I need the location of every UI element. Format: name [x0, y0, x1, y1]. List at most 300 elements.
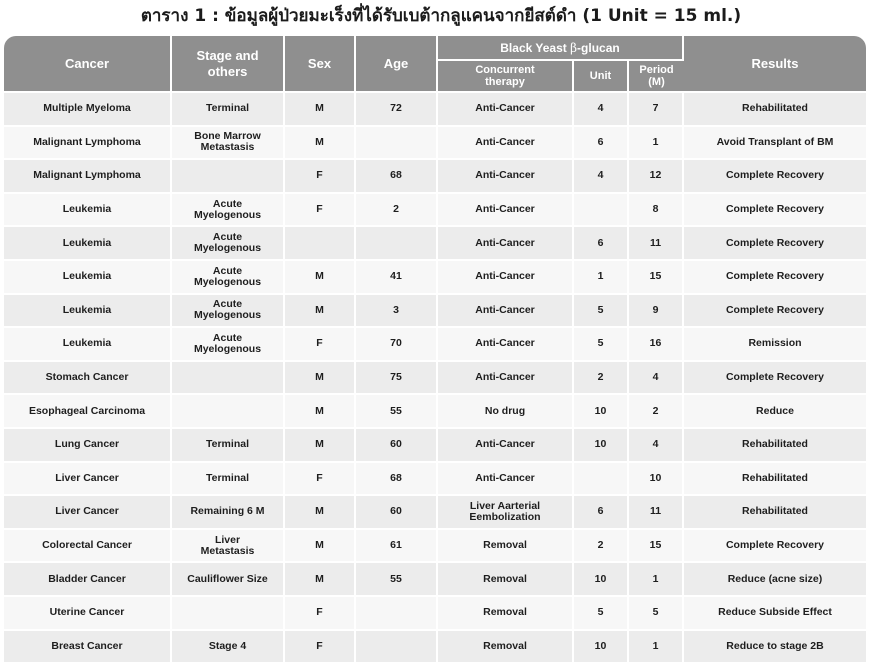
cell-result — [684, 528, 866, 562]
cell-result — [684, 293, 866, 327]
cell-cancer — [4, 259, 172, 293]
cell-age — [356, 125, 438, 159]
cell-stage — [172, 461, 285, 495]
header-stage — [172, 36, 285, 91]
period-text: 4 — [652, 371, 659, 384]
therapy-line1: Removal — [483, 539, 527, 552]
table-header — [4, 36, 866, 91]
age-text: 3 — [393, 303, 399, 316]
cell-result — [684, 158, 866, 192]
cell-unit — [574, 427, 629, 461]
cell-result — [684, 225, 866, 259]
cell-age — [356, 91, 438, 125]
table-row — [4, 192, 866, 226]
unit-text: 10 — [594, 438, 607, 451]
cell-unit — [574, 461, 629, 495]
cell-period — [629, 293, 684, 327]
age-text: 70 — [390, 337, 402, 350]
cell-stage — [172, 192, 285, 226]
cancer-text: Leukemia — [62, 303, 112, 316]
therapy-line1: Anti-Cancer — [475, 270, 535, 283]
sex-text: F — [316, 471, 323, 484]
period-text: 12 — [649, 169, 662, 182]
header-therapy-line2: therapy — [485, 76, 525, 88]
sex-text: M — [315, 303, 324, 316]
cell-cancer — [4, 629, 172, 663]
cell-cancer — [4, 225, 172, 259]
cell-stage — [172, 629, 285, 663]
cell-cancer — [4, 125, 172, 159]
cell-unit — [574, 393, 629, 427]
cell-age — [356, 461, 438, 495]
stage-line1: Acute — [212, 197, 243, 210]
stage-line1: Bone Marrow — [194, 130, 261, 143]
table-row — [4, 461, 866, 495]
cell-age — [356, 494, 438, 528]
patient-table-container — [4, 36, 866, 662]
cell-period — [629, 192, 684, 226]
age-text: 60 — [390, 438, 402, 451]
result-text: Remission — [748, 337, 802, 350]
period-text: 2 — [652, 404, 659, 417]
cell-unit — [574, 494, 629, 528]
therapy-line1: Anti-Cancer — [475, 438, 535, 451]
header-period-line1: Period — [639, 64, 674, 76]
age-text: 55 — [390, 404, 402, 417]
stage-line2: Myelogenous — [193, 208, 262, 221]
cell-therapy — [438, 225, 574, 259]
header-therapy — [438, 61, 574, 91]
cell-stage — [172, 293, 285, 327]
cell-cancer — [4, 595, 172, 629]
cell-sex — [285, 494, 356, 528]
sex-text: M — [315, 438, 324, 451]
table-row — [4, 125, 866, 159]
stage-line2: Metastasis — [200, 141, 255, 154]
stage-line1: Stage 4 — [208, 639, 247, 652]
cell-cancer — [4, 528, 172, 562]
unit-text: 4 — [597, 102, 604, 115]
cell-age — [356, 293, 438, 327]
cell-unit — [574, 595, 629, 629]
cell-cancer — [4, 326, 172, 360]
stage-line2: Myelogenous — [193, 275, 262, 288]
cell-cancer — [4, 293, 172, 327]
cell-cancer — [4, 427, 172, 461]
sex-text: M — [315, 505, 324, 518]
header-black-yeast-group — [438, 36, 684, 61]
age-text: 75 — [390, 371, 402, 384]
sex-text: M — [315, 404, 324, 417]
cell-sex — [285, 225, 356, 259]
cell-result — [684, 561, 866, 595]
sex-text: F — [316, 337, 323, 350]
cell-therapy — [438, 158, 574, 192]
cancer-text: Colorectal Cancer — [42, 539, 132, 552]
cell-unit — [574, 360, 629, 394]
cell-unit — [574, 192, 629, 226]
cell-result — [684, 360, 866, 394]
cell-sex — [285, 528, 356, 562]
cell-age — [356, 393, 438, 427]
cell-age — [356, 192, 438, 226]
cell-therapy — [438, 595, 574, 629]
cancer-text: Malignant Lymphoma — [33, 169, 141, 182]
result-text: Rehabilitated — [742, 102, 808, 115]
cell-unit — [574, 326, 629, 360]
beta-symbol: β — [570, 40, 578, 55]
cell-unit — [574, 293, 629, 327]
cancer-text: Lung Cancer — [54, 438, 120, 451]
cell-age — [356, 326, 438, 360]
period-text: 5 — [652, 606, 659, 619]
cancer-text: Esophageal Carcinoma — [28, 404, 146, 417]
table-row — [4, 158, 866, 192]
cell-period — [629, 427, 684, 461]
cell-therapy — [438, 561, 574, 595]
cell-period — [629, 91, 684, 125]
cell-therapy — [438, 528, 574, 562]
cancer-text: Uterine Cancer — [49, 606, 125, 619]
cell-sex — [285, 595, 356, 629]
cell-sex — [285, 293, 356, 327]
cell-cancer — [4, 561, 172, 595]
cell-therapy — [438, 427, 574, 461]
sex-text: F — [316, 169, 323, 182]
cell-stage — [172, 125, 285, 159]
period-text: 4 — [652, 438, 659, 451]
cell-sex — [285, 427, 356, 461]
sex-text: M — [315, 270, 324, 283]
result-text: Rehabilitated — [742, 471, 808, 484]
table-row — [4, 595, 866, 629]
unit-text: 10 — [594, 639, 607, 652]
table-row — [4, 360, 866, 394]
cell-cancer — [4, 360, 172, 394]
period-text: 1 — [652, 639, 659, 652]
unit-text: 5 — [597, 337, 604, 350]
cell-stage — [172, 427, 285, 461]
sex-text: M — [315, 135, 324, 148]
sex-text: M — [315, 572, 324, 585]
unit-text: 10 — [594, 572, 607, 585]
cell-stage — [172, 225, 285, 259]
header-group-suffix: -glucan — [577, 40, 620, 55]
cell-sex — [285, 125, 356, 159]
header-cancer: Cancer — [4, 36, 172, 91]
period-text: 15 — [649, 270, 662, 283]
age-text: 41 — [390, 270, 402, 283]
cell-sex — [285, 629, 356, 663]
cell-unit — [574, 225, 629, 259]
stage-line2: Myelogenous — [193, 309, 262, 322]
table-title: ตาราง 1 : ข้อมูลผู้ป่วยมะเร็งที่ได้รับเบต้ากลูแคนจากยีสต์ดำ (1 Unit = 15 ml.) — [140, 6, 742, 26]
table-row — [4, 326, 866, 360]
unit-text: 6 — [597, 135, 604, 148]
age-text: 68 — [390, 169, 402, 182]
table-row — [4, 427, 866, 461]
age-text: 61 — [390, 539, 402, 552]
cell-result — [684, 393, 866, 427]
result-text: Complete Recovery — [725, 169, 825, 182]
patient-table — [4, 36, 866, 662]
period-text: 9 — [652, 303, 659, 316]
therapy-line1: Liver Aarterial — [469, 499, 541, 512]
table-row — [4, 494, 866, 528]
cancer-text: Multiple Myeloma — [43, 102, 131, 115]
cell-cancer — [4, 494, 172, 528]
cell-age — [356, 629, 438, 663]
period-text: 16 — [649, 337, 662, 350]
cell-sex — [285, 326, 356, 360]
cell-stage — [172, 360, 285, 394]
result-text: Reduce (acne size) — [727, 572, 823, 585]
therapy-line1: Anti-Cancer — [475, 337, 535, 350]
cancer-text: Bladder Cancer — [48, 572, 126, 585]
cell-cancer — [4, 158, 172, 192]
sex-text: M — [315, 371, 324, 384]
table-row — [4, 293, 866, 327]
cell-sex — [285, 461, 356, 495]
cell-therapy — [438, 125, 574, 159]
stage-line2: Myelogenous — [193, 242, 262, 255]
cell-unit — [574, 528, 629, 562]
cell-cancer — [4, 461, 172, 495]
result-text: Rehabilitated — [742, 505, 808, 518]
header-stage-line2: others — [207, 63, 248, 79]
age-text: 72 — [390, 102, 402, 115]
stage-line2: Metastasis — [200, 544, 255, 557]
cell-result — [684, 595, 866, 629]
result-text: Rehabilitated — [742, 438, 808, 451]
cell-stage — [172, 158, 285, 192]
cell-period — [629, 125, 684, 159]
cell-period — [629, 259, 684, 293]
cell-cancer — [4, 393, 172, 427]
therapy-line1: Anti-Cancer — [475, 236, 535, 249]
header-unit: Unit — [574, 61, 629, 91]
period-text: 7 — [652, 102, 659, 115]
period-text: 1 — [652, 572, 659, 585]
unit-text: 5 — [597, 303, 604, 316]
sex-text: F — [316, 203, 323, 216]
cell-result — [684, 259, 866, 293]
result-text: Complete Recovery — [725, 539, 825, 552]
cell-therapy — [438, 629, 574, 663]
table-row — [4, 561, 866, 595]
cell-period — [629, 393, 684, 427]
period-text: 11 — [649, 505, 662, 518]
unit-text: 2 — [597, 539, 604, 552]
cell-sex — [285, 192, 356, 226]
sex-text: F — [316, 639, 323, 652]
cell-age — [356, 528, 438, 562]
cell-period — [629, 326, 684, 360]
cell-therapy — [438, 494, 574, 528]
cell-stage — [172, 494, 285, 528]
cell-period — [629, 528, 684, 562]
therapy-line1: Removal — [483, 639, 527, 652]
header-period — [629, 61, 684, 91]
header-stage-line1: Stage and — [196, 47, 259, 63]
cancer-text: Leukemia — [62, 236, 112, 249]
cell-period — [629, 158, 684, 192]
header-group-prefix: Black Yeast — [500, 40, 571, 55]
cell-result — [684, 125, 866, 159]
header-sex: Sex — [285, 36, 356, 91]
age-text: 60 — [390, 505, 402, 518]
cell-unit — [574, 561, 629, 595]
cell-period — [629, 461, 684, 495]
result-text: Complete Recovery — [725, 236, 825, 249]
stage-line1: Liver — [214, 533, 241, 546]
cell-result — [684, 326, 866, 360]
table-row — [4, 259, 866, 293]
cell-stage — [172, 595, 285, 629]
cancer-text: Breast Cancer — [51, 639, 123, 652]
period-text: 8 — [652, 203, 659, 216]
cancer-text: Leukemia — [62, 270, 112, 283]
therapy-line1: Anti-Cancer — [475, 203, 535, 216]
table-row — [4, 91, 866, 125]
header-therapy-line1: Concurrent — [475, 64, 535, 76]
cell-result — [684, 91, 866, 125]
cell-period — [629, 595, 684, 629]
period-text: 11 — [649, 236, 662, 249]
cell-period — [629, 494, 684, 528]
stage-line1: Acute — [212, 231, 243, 244]
unit-text: 6 — [597, 236, 604, 249]
therapy-line1: Anti-Cancer — [475, 303, 535, 316]
result-text: Reduce to stage 2B — [726, 639, 824, 652]
cell-sex — [285, 561, 356, 595]
cell-stage — [172, 326, 285, 360]
cell-stage — [172, 528, 285, 562]
cell-age — [356, 427, 438, 461]
cell-period — [629, 629, 684, 663]
stage-line2: Myelogenous — [193, 342, 262, 355]
therapy-line1: Removal — [483, 606, 527, 619]
result-text: Avoid Transplant of BM — [716, 135, 834, 148]
age-text: 2 — [393, 203, 399, 216]
cell-stage — [172, 393, 285, 427]
unit-text: 1 — [597, 270, 604, 283]
cell-sex — [285, 259, 356, 293]
sex-text: M — [315, 102, 324, 115]
cell-stage — [172, 259, 285, 293]
cancer-text: Leukemia — [62, 203, 112, 216]
cell-age — [356, 259, 438, 293]
therapy-line1: Anti-Cancer — [475, 135, 535, 148]
cell-result — [684, 192, 866, 226]
result-text: Reduce Subside Effect — [718, 606, 832, 619]
cell-cancer — [4, 91, 172, 125]
sex-text: F — [316, 606, 323, 619]
cell-unit — [574, 125, 629, 159]
cell-age — [356, 360, 438, 394]
header-age: Age — [356, 36, 438, 91]
cell-sex — [285, 393, 356, 427]
cell-sex — [285, 360, 356, 394]
stage-line1: Terminal — [206, 102, 249, 115]
cell-therapy — [438, 393, 574, 427]
cell-unit — [574, 259, 629, 293]
unit-text: 4 — [597, 169, 604, 182]
result-text: Complete Recovery — [725, 371, 825, 384]
unit-text: 6 — [597, 505, 604, 518]
table-row — [4, 393, 866, 427]
stage-line1: Acute — [212, 264, 243, 277]
cancer-text: Stomach Cancer — [45, 371, 129, 384]
cell-unit — [574, 158, 629, 192]
cell-period — [629, 561, 684, 595]
therapy-line1: Anti-Cancer — [475, 102, 535, 115]
cell-stage — [172, 561, 285, 595]
cell-unit — [574, 91, 629, 125]
cell-therapy — [438, 461, 574, 495]
cancer-text: Liver Cancer — [55, 471, 119, 484]
cell-age — [356, 561, 438, 595]
cell-cancer — [4, 192, 172, 226]
cell-period — [629, 225, 684, 259]
cell-sex — [285, 91, 356, 125]
cell-therapy — [438, 192, 574, 226]
result-text: Complete Recovery — [725, 270, 825, 283]
therapy-line1: Removal — [483, 572, 527, 585]
therapy-line1: Anti-Cancer — [475, 371, 535, 384]
cancer-text: Leukemia — [62, 337, 112, 350]
cell-period — [629, 360, 684, 394]
therapy-line1: No drug — [484, 404, 526, 417]
age-text: 55 — [390, 572, 402, 585]
table-body — [4, 91, 866, 662]
stage-line1: Cauliflower Size — [187, 572, 268, 585]
cell-age — [356, 158, 438, 192]
cell-therapy — [438, 91, 574, 125]
therapy-line1: Anti-Cancer — [475, 471, 535, 484]
result-text: Complete Recovery — [725, 303, 825, 316]
table-row — [4, 528, 866, 562]
cell-result — [684, 461, 866, 495]
result-text: Complete Recovery — [725, 203, 825, 216]
cell-therapy — [438, 326, 574, 360]
header-period-line2: (M) — [648, 76, 665, 88]
therapy-line2: Eembolization — [469, 510, 541, 523]
cell-therapy — [438, 293, 574, 327]
unit-text: 5 — [597, 606, 604, 619]
header-results: Results — [684, 36, 866, 91]
cancer-text: Malignant Lymphoma — [33, 135, 141, 148]
age-text: 68 — [390, 471, 402, 484]
cell-age — [356, 225, 438, 259]
stage-line1: Acute — [212, 298, 243, 311]
period-text: 10 — [649, 471, 662, 484]
cell-unit — [574, 629, 629, 663]
cell-sex — [285, 158, 356, 192]
stage-line1: Terminal — [206, 438, 249, 451]
result-text: Reduce — [756, 404, 794, 417]
period-text: 15 — [649, 539, 662, 552]
cell-therapy — [438, 360, 574, 394]
cell-result — [684, 427, 866, 461]
cell-age — [356, 595, 438, 629]
stage-line1: Terminal — [206, 471, 249, 484]
table-row — [4, 629, 866, 663]
unit-text: 2 — [597, 371, 604, 384]
cell-result — [684, 494, 866, 528]
therapy-line1: Anti-Cancer — [475, 169, 535, 182]
stage-line1: Remaining 6 M — [190, 505, 265, 518]
